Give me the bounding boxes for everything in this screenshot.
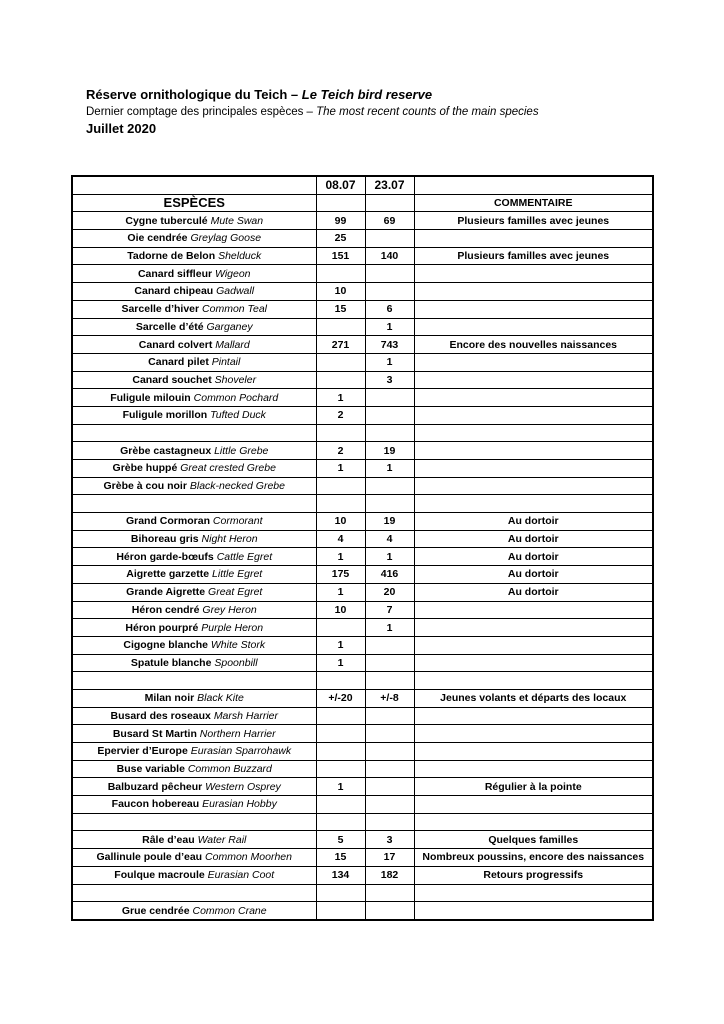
subtitle-french: Dernier comptage des principales espèces – (86, 106, 317, 118)
count-cell-date-2: 140 (365, 247, 414, 265)
comment-cell (414, 813, 653, 831)
title-english: Le Teich bird reserve (301, 87, 433, 102)
comment-cell (414, 283, 653, 301)
species-name-en: Eurasian Sparrohawk (190, 745, 292, 758)
count-cell-date-2 (365, 725, 414, 743)
count-cell-date-1: 15 (316, 849, 365, 867)
count-cell-date-2 (365, 743, 414, 761)
species-name-cell (72, 336, 316, 354)
species-name-fr: Grèbe huppé (112, 462, 178, 475)
comment-cell: Au dortoir (414, 583, 653, 601)
table-row (72, 371, 653, 389)
species-name-cell (72, 760, 316, 778)
comment-cell (414, 760, 653, 778)
species-name-en: White Stork (210, 639, 266, 652)
count-cell-date-1: 271 (316, 336, 365, 354)
count-cell-date-2 (365, 902, 414, 920)
species-name-cell (72, 778, 316, 796)
comment-cell (414, 619, 653, 637)
species-name-cell (72, 831, 316, 849)
species-name-fr: Aigrette garzette (126, 568, 210, 581)
count-cell-date-1 (316, 725, 365, 743)
count-cell-date-1: 1 (316, 636, 365, 654)
count-cell-date-2 (365, 884, 414, 902)
species-name-en: Mallard (215, 338, 250, 351)
species-name-en: Spoonbill (214, 656, 258, 669)
header-empty-cell (72, 176, 316, 194)
table-row (72, 760, 653, 778)
species-name-cell (72, 371, 316, 389)
table-row (72, 778, 653, 796)
table-row (72, 689, 653, 707)
species-name-cell (72, 353, 316, 371)
species-name-cell (72, 636, 316, 654)
species-name-cell (72, 796, 316, 814)
table-row (72, 389, 653, 407)
species-name-en: Great Egret (208, 586, 263, 599)
comment-cell: Au dortoir (414, 513, 653, 531)
count-cell-date-1: 134 (316, 866, 365, 884)
species-name-cell (72, 230, 316, 248)
comment-cell (414, 636, 653, 654)
table-row (72, 902, 653, 920)
species-name-en: Cormorant (212, 515, 263, 528)
comment-cell (414, 743, 653, 761)
species-name-en: Night Heron (201, 533, 258, 546)
count-cell-date-1: 25 (316, 230, 365, 248)
table-row (72, 406, 653, 424)
table-row (72, 831, 653, 849)
species-name-cell (72, 566, 316, 584)
species-name-en: Shelduck (218, 250, 262, 263)
comment-cell (414, 389, 653, 407)
species-name-fr: Fuligule milouin (110, 391, 191, 404)
species-name-cell (72, 477, 316, 495)
species-name-cell (72, 849, 316, 867)
comment-cell: Nombreux poussins, encore des naissances (414, 849, 653, 867)
count-cell-date-1: 1 (316, 548, 365, 566)
count-cell-date-1: 1 (316, 778, 365, 796)
count-cell-date-1 (316, 760, 365, 778)
species-name-en: Purple Heron (201, 621, 264, 634)
comment-cell: Au dortoir (414, 566, 653, 584)
species-name-en: Pintail (211, 356, 241, 369)
species-name-cell (72, 265, 316, 283)
species-name-fr: Fuligule morillon (122, 409, 208, 422)
species-name-fr: Busard des roseaux (110, 709, 211, 722)
species-name-en: Northern Harrier (199, 727, 276, 740)
species-name-fr: Canard pilet (148, 356, 209, 369)
table-row (72, 601, 653, 619)
document-subtitle (86, 104, 686, 120)
species-name-fr: Grèbe castagneux (120, 444, 212, 457)
count-cell-date-1: 2 (316, 406, 365, 424)
species-name-cell (72, 513, 316, 531)
species-name-cell (72, 318, 316, 336)
count-cell-date-1: 1 (316, 654, 365, 672)
table-row (72, 442, 653, 460)
table-row (72, 866, 653, 884)
comment-cell (414, 796, 653, 814)
subtitle-english: The most recent counts of the main species (316, 106, 539, 118)
count-cell-date-1 (316, 672, 365, 690)
species-name-cell (72, 707, 316, 725)
count-cell-date-1: 99 (316, 212, 365, 230)
species-name-cell (72, 902, 316, 920)
species-name-cell (72, 619, 316, 637)
species-name-en: Common Pochard (193, 391, 279, 404)
count-cell-date-1 (316, 477, 365, 495)
count-cell-date-2: 4 (365, 530, 414, 548)
comment-cell (414, 707, 653, 725)
table-row (72, 513, 653, 531)
comment-cell (414, 725, 653, 743)
count-cell-date-2: 19 (365, 513, 414, 531)
species-name-fr: Buse variable (116, 763, 185, 776)
count-cell-date-2: +/-8 (365, 689, 414, 707)
count-cell-date-2 (365, 283, 414, 301)
species-name-cell (72, 672, 316, 690)
species-name-fr: Cygne tuberculé (125, 214, 208, 227)
table-row (72, 318, 653, 336)
table-header-labels (72, 194, 653, 212)
count-cell-date-2 (365, 707, 414, 725)
count-cell-date-2: 743 (365, 336, 414, 354)
species-name-fr: Canard siffleur (137, 267, 213, 280)
table-header-dates (72, 176, 653, 194)
comment-cell (414, 318, 653, 336)
species-name-en: Common Buzzard (187, 763, 272, 776)
table-row (72, 884, 653, 902)
comment-cell (414, 300, 653, 318)
species-name-en: Little Grebe (214, 444, 269, 457)
header-date-2: 23.07 (365, 176, 414, 194)
count-cell-date-1 (316, 265, 365, 283)
species-column-header: ESPÈCES (72, 194, 316, 212)
species-name-en: Black-necked Grebe (189, 480, 285, 493)
comment-cell (414, 477, 653, 495)
species-name-cell (72, 583, 316, 601)
species-name-cell (72, 725, 316, 743)
species-name-en: Garganey (206, 320, 253, 333)
table-row (72, 247, 653, 265)
table-row (72, 849, 653, 867)
count-cell-date-2: 1 (365, 318, 414, 336)
species-name-en: Greylag Goose (190, 232, 262, 245)
count-cell-date-1 (316, 743, 365, 761)
species-name-fr: Canard colvert (138, 338, 213, 351)
species-name-fr: Foulque macroule (114, 869, 205, 882)
table-row (72, 460, 653, 478)
comment-cell (414, 884, 653, 902)
species-name-en: Wigeon (215, 267, 251, 280)
species-name-en: Mute Swan (210, 214, 264, 227)
species-name-en: Water Rail (197, 833, 247, 846)
count-cell-date-1: 151 (316, 247, 365, 265)
count-cell-date-1 (316, 619, 365, 637)
comment-cell: Plusieurs familles avec jeunes (414, 247, 653, 265)
species-count-table-body (72, 176, 653, 920)
document-header (86, 86, 686, 138)
species-name-cell (72, 548, 316, 566)
table-row (72, 583, 653, 601)
count-cell-date-2: 6 (365, 300, 414, 318)
species-name-fr: Gallinule poule d’eau (96, 851, 203, 864)
count-cell-date-2: 17 (365, 849, 414, 867)
comment-cell (414, 230, 653, 248)
title-french: Réserve ornithologique du Teich – (86, 87, 302, 102)
species-name-en: Grey Heron (202, 603, 257, 616)
species-name-fr: Faucon hobereau (111, 798, 200, 811)
comment-cell: Retours progressifs (414, 866, 653, 884)
species-name-en: Tufted Duck (210, 409, 266, 422)
table-row (72, 725, 653, 743)
species-name-cell (72, 442, 316, 460)
species-name-cell (72, 283, 316, 301)
species-name-en: Shoveler (214, 373, 257, 386)
count-cell-date-2 (365, 778, 414, 796)
count-cell-date-1: 5 (316, 831, 365, 849)
species-name-en: Common Teal (202, 303, 268, 316)
table-row (72, 672, 653, 690)
species-name-cell (72, 884, 316, 902)
count-cell-date-1: 1 (316, 583, 365, 601)
count-cell-date-1 (316, 813, 365, 831)
count-cell-date-1: 1 (316, 460, 365, 478)
species-name-fr: Balbuzard pêcheur (107, 780, 203, 793)
header-empty-cell (316, 194, 365, 212)
count-cell-date-2 (365, 654, 414, 672)
comment-cell: Au dortoir (414, 530, 653, 548)
count-cell-date-2 (365, 230, 414, 248)
species-name-en: Great crested Grebe (180, 462, 276, 475)
comment-cell (414, 601, 653, 619)
comment-cell (414, 495, 653, 513)
count-cell-date-1: 4 (316, 530, 365, 548)
count-cell-date-2 (365, 265, 414, 283)
table-row (72, 813, 653, 831)
table-row (72, 212, 653, 230)
species-name-fr: Oie cendrée (127, 232, 188, 245)
count-cell-date-1: 175 (316, 566, 365, 584)
species-name-cell (72, 300, 316, 318)
count-cell-date-2: 69 (365, 212, 414, 230)
count-cell-date-1 (316, 884, 365, 902)
species-name-cell (72, 495, 316, 513)
species-name-fr: Grèbe à cou noir (103, 480, 187, 493)
species-name-en: Marsh Harrier (213, 709, 278, 722)
count-cell-date-2 (365, 760, 414, 778)
species-name-en: Eurasian Coot (207, 869, 275, 882)
species-name-en: Western Osprey (205, 780, 281, 793)
count-cell-date-2: 1 (365, 460, 414, 478)
species-name-fr: Spatule blanche (130, 656, 212, 669)
table-row (72, 743, 653, 761)
species-name-fr: Grand Cormoran (125, 515, 210, 528)
count-cell-date-2: 1 (365, 548, 414, 566)
comment-cell (414, 353, 653, 371)
table-row (72, 283, 653, 301)
comment-cell (414, 424, 653, 442)
species-name-cell (72, 866, 316, 884)
table-row (72, 566, 653, 584)
species-name-cell (72, 601, 316, 619)
count-cell-date-1: 15 (316, 300, 365, 318)
table-row (72, 654, 653, 672)
table-row (72, 548, 653, 566)
count-cell-date-2 (365, 424, 414, 442)
comment-cell: Régulier à la pointe (414, 778, 653, 796)
count-cell-date-1 (316, 353, 365, 371)
table-row (72, 265, 653, 283)
table-row (72, 300, 653, 318)
species-name-cell (72, 247, 316, 265)
count-cell-date-1: 10 (316, 601, 365, 619)
count-cell-date-2: 3 (365, 371, 414, 389)
species-name-fr: Sarcelle d’hiver (121, 303, 200, 316)
comment-cell (414, 371, 653, 389)
table-row (72, 424, 653, 442)
species-name-en: Gadwall (216, 285, 255, 298)
count-cell-date-2: 1 (365, 619, 414, 637)
comment-cell (414, 265, 653, 283)
species-name-fr: Tadorne de Belon (127, 250, 216, 263)
table-row (72, 495, 653, 513)
count-cell-date-1 (316, 371, 365, 389)
document-month: Juillet 2020 (86, 121, 157, 136)
species-name-fr: Héron cendré (131, 603, 200, 616)
species-name-fr: Canard chipeau (134, 285, 214, 298)
count-cell-date-2: 182 (365, 866, 414, 884)
comment-cell (414, 406, 653, 424)
count-cell-date-2: 20 (365, 583, 414, 601)
species-name-cell (72, 389, 316, 407)
count-cell-date-1: +/-20 (316, 689, 365, 707)
species-name-fr: Grue cendrée (121, 904, 190, 917)
count-cell-date-2 (365, 389, 414, 407)
header-empty-cell (365, 194, 414, 212)
species-count-table (71, 175, 654, 921)
count-cell-date-1 (316, 796, 365, 814)
species-name-cell (72, 813, 316, 831)
species-name-en: Common Moorhen (205, 851, 292, 864)
table-row (72, 530, 653, 548)
header-empty-cell (414, 176, 653, 194)
table-row (72, 353, 653, 371)
species-name-en: Common Crane (192, 904, 267, 917)
species-name-cell (72, 689, 316, 707)
count-cell-date-1 (316, 495, 365, 513)
comment-cell: Jeunes volants et départs des locaux (414, 689, 653, 707)
comment-cell (414, 460, 653, 478)
count-cell-date-2: 1 (365, 353, 414, 371)
count-cell-date-2 (365, 813, 414, 831)
table-row (72, 477, 653, 495)
count-cell-date-2: 7 (365, 601, 414, 619)
count-cell-date-2 (365, 477, 414, 495)
species-name-en: Eurasian Hobby (202, 798, 277, 811)
species-name-cell (72, 654, 316, 672)
comment-cell (414, 654, 653, 672)
species-name-fr: Sarcelle d’été (135, 320, 204, 333)
species-name-fr: Busard St Martin (112, 727, 197, 740)
count-cell-date-1: 10 (316, 283, 365, 301)
species-name-cell (72, 530, 316, 548)
species-name-fr: Râle d’eau (142, 833, 195, 846)
comment-cell: Quelques familles (414, 831, 653, 849)
count-cell-date-1 (316, 424, 365, 442)
species-name-cell (72, 424, 316, 442)
count-cell-date-1: 1 (316, 389, 365, 407)
count-cell-date-2 (365, 495, 414, 513)
count-cell-date-2 (365, 406, 414, 424)
species-name-cell (72, 743, 316, 761)
species-name-fr: Grande Aigrette (126, 586, 206, 599)
species-name-en: Black Kite (197, 692, 244, 705)
table-row (72, 336, 653, 354)
header-date-1: 08.07 (316, 176, 365, 194)
species-name-fr: Cigogne blanche (123, 639, 208, 652)
species-name-cell (72, 212, 316, 230)
count-cell-date-1: 2 (316, 442, 365, 460)
table-row (72, 707, 653, 725)
species-name-en: Cattle Egret (216, 550, 273, 563)
count-cell-date-2 (365, 672, 414, 690)
count-cell-date-1: 10 (316, 513, 365, 531)
table-row (72, 636, 653, 654)
count-cell-date-1 (316, 318, 365, 336)
count-cell-date-2: 416 (365, 566, 414, 584)
species-name-fr: Héron garde-bœufs (116, 550, 214, 563)
table-row (72, 230, 653, 248)
count-cell-date-2 (365, 636, 414, 654)
comment-cell: Plusieurs familles avec jeunes (414, 212, 653, 230)
comment-cell (414, 902, 653, 920)
count-cell-date-2 (365, 796, 414, 814)
species-name-cell (72, 460, 316, 478)
count-cell-date-2: 3 (365, 831, 414, 849)
species-name-fr: Milan noir (144, 692, 195, 705)
document-title (86, 86, 686, 104)
count-cell-date-1 (316, 902, 365, 920)
table-row (72, 796, 653, 814)
table-row (72, 619, 653, 637)
comment-cell (414, 672, 653, 690)
comment-column-header: COMMENTAIRE (414, 194, 653, 212)
species-name-fr: Bihoreau gris (130, 533, 199, 546)
comment-cell (414, 442, 653, 460)
species-name-en: Little Egret (212, 568, 263, 581)
species-name-cell (72, 406, 316, 424)
comment-cell: Encore des nouvelles naissances (414, 336, 653, 354)
species-name-fr: Canard souchet (132, 373, 212, 386)
count-cell-date-2: 19 (365, 442, 414, 460)
comment-cell: Au dortoir (414, 548, 653, 566)
species-name-fr: Epervier d’Europe (97, 745, 188, 758)
count-cell-date-1 (316, 707, 365, 725)
species-name-fr: Héron pourpré (125, 621, 199, 634)
